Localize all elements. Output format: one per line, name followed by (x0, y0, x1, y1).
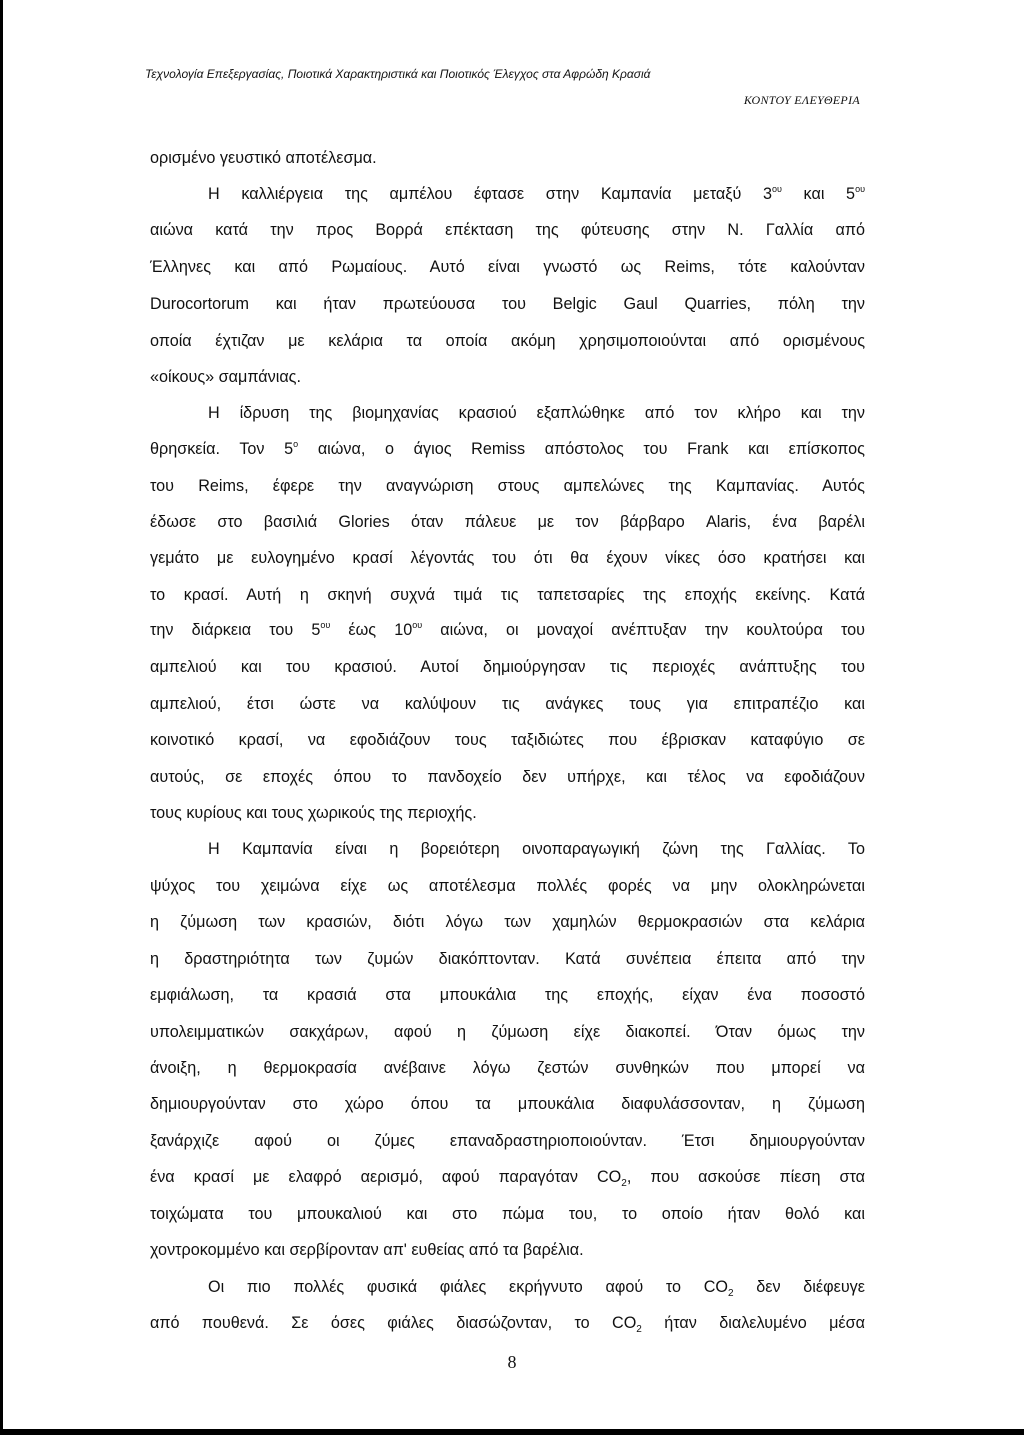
text-line: θρησκεία. Τον $5^o$ αιώνα, ο άγιος Remiss απόστολος του Frank και επίσκοπος (150, 439, 865, 458)
text-line: αμπελιού και του κρασιού. Αυτοί δημιούργησαν τις περιοχές ανάπτυξης του (150, 658, 865, 676)
text-line: Η Καμπανία είναι η βορειότερη οινοπαραγωγική ζώνη της Γαλλίας. Το (208, 840, 865, 858)
text-line: ένα κρασί με ελαφρό αερισμό, αφού παραγόταν $CO_2$, που ασκούσε πίεση στα (150, 1168, 866, 1189)
header-title: Τεχνολογία Επεξεργασίας, Ποιοτικά Χαρακτηριστικά και Ποιοτικός Έλεγχος στα Αφρώδη Κρασιά (145, 67, 651, 81)
text-line: οποία έχτιζαν με κελάρια τα οποία ακόμη χρησιμοποιούνται από ορισμένους (150, 332, 865, 350)
text-line: άνοιξη, η θερμοκρασία ανέβαινε λόγω ζεστών συνθηκών που μπορεί να (150, 1059, 865, 1077)
header-author: ΚΟΝΤΟΥ ΕΛΕΥΘΕΡΙΑ (743, 93, 860, 107)
text-line: τους κυρίους και τους χωρικούς της περιοχής. (150, 804, 477, 822)
text-line: η ζύμωση των κρασιών, διότι λόγω των χαμηλών θερμοκρασιών στα κελάρια (150, 913, 865, 931)
text-line: η δραστηριότητα των ζυμών διακόπτονταν. Κατά συνέπεια έπειτα από την (150, 950, 865, 968)
text-line: Durocortorum και ήταν πρωτεύουσα του Belgic Gaul Quarries, πόλη την (150, 295, 865, 313)
text-line: την διάρκεια του $5^{o\upsilon}$ έως $10^{o\upsilon}$ αιώνα, οι μοναχοί ανέπτυξαν την κουλτούρα του (150, 620, 865, 639)
text-line: το κρασί. Αυτή η σκηνή συχνά τιμά τις ταπετσαρίες της εποχής εκείνης. Κατά (150, 586, 865, 604)
text-line: γεμάτο με ευλογημένο κρασί λέγοντάς του ότι θα έχουν νίκες όσο κρατήσει και (150, 549, 865, 567)
text-line: του Reims, έφερε την αναγνώριση στους αμπελώνες της Καμπανίας. Αυτός (150, 477, 865, 495)
text-line: τοιχώματα του μπουκαλιού και στο πώμα του, το οποίο ήταν θολό και (150, 1205, 865, 1223)
text-line: Η καλλιέργεια της αμπέλου έφτασε στην Καμπανία μεταξύ $3^{o\upsilon}$ και $5^{o\upsilon}$ (208, 184, 865, 203)
running-header (145, 66, 860, 108)
text-line: υπολειμματικών σακχάρων, αφού η ζύμωση είχε διακοπεί. Όταν όμως την (150, 1023, 865, 1041)
text-line: ξανάρχιζε αφού οι ζύμες επαναδραστηριοποιούνταν. Έτσι δημιουργούνταν (150, 1132, 865, 1150)
text-line: Η ίδρυση της βιομηχανίας κρασιού εξαπλώθηκε από τον κλήρο και την (208, 404, 865, 422)
text-line: Οι πιο πολλές φυσικά φιάλες εκρήγνυτο αφού το $CO_2$ δεν διέφευγε (208, 1278, 865, 1299)
text-line: από πουθενά. Σε όσες φιάλες διασώζονταν, το $CO_2$ ήταν διαλελυμένο μέσα (150, 1314, 865, 1335)
page-number: 8 (507, 1352, 517, 1372)
text-line: Έλληνες και από Ρωμαίους. Αυτό είναι γνωστό ως Reims, τότε καλούνταν (150, 258, 865, 276)
text-line: εμφιάλωση, τα κρασιά στα μπουκάλια της εποχής, είχαν ένα ποσοστό (150, 986, 865, 1004)
text-line: «οίκους» σαμπάνιας. (150, 368, 301, 386)
text-line: κοινοτικό κρασί, να εφοδιάζουν τους ταξιδιώτες που έβρισκαν καταφύγιο σε (150, 731, 865, 749)
text-line: αμπελιού, έτσι ώστε να καλύψουν τις ανάγκες τους για επιτραπέζιο και (150, 695, 865, 713)
text-line: αιώνα κατά την προς Βορρά επέκταση της φύτευσης στην Ν. Γαλλία από (150, 221, 865, 239)
text-line: χοντροκομμένο και σερβίρονταν απ' ευθείας από τα βαρέλια. (150, 1241, 584, 1259)
text-line: έδωσε στο βασιλιά Glories όταν πάλευε με τον βάρβαρο Alaris, ένα βαρέλι (150, 513, 865, 531)
text-line: δημιουργούνταν στο χώρο όπου τα μπουκάλια διαφυλάσσονταν, η ζύμωση (150, 1095, 865, 1113)
text-line: αυτούς, σε εποχές όπου το πανδοχείο δεν υπήρχε, και τέλος να εφοδιάζουν (150, 768, 865, 786)
text-line: ορισμένο γευστικό αποτέλεσμα. (150, 149, 377, 167)
text-line: ψύχος του χειμώνα είχε ως αποτέλεσμα πολλές φορές να μην ολοκληρώνεται (150, 877, 865, 895)
